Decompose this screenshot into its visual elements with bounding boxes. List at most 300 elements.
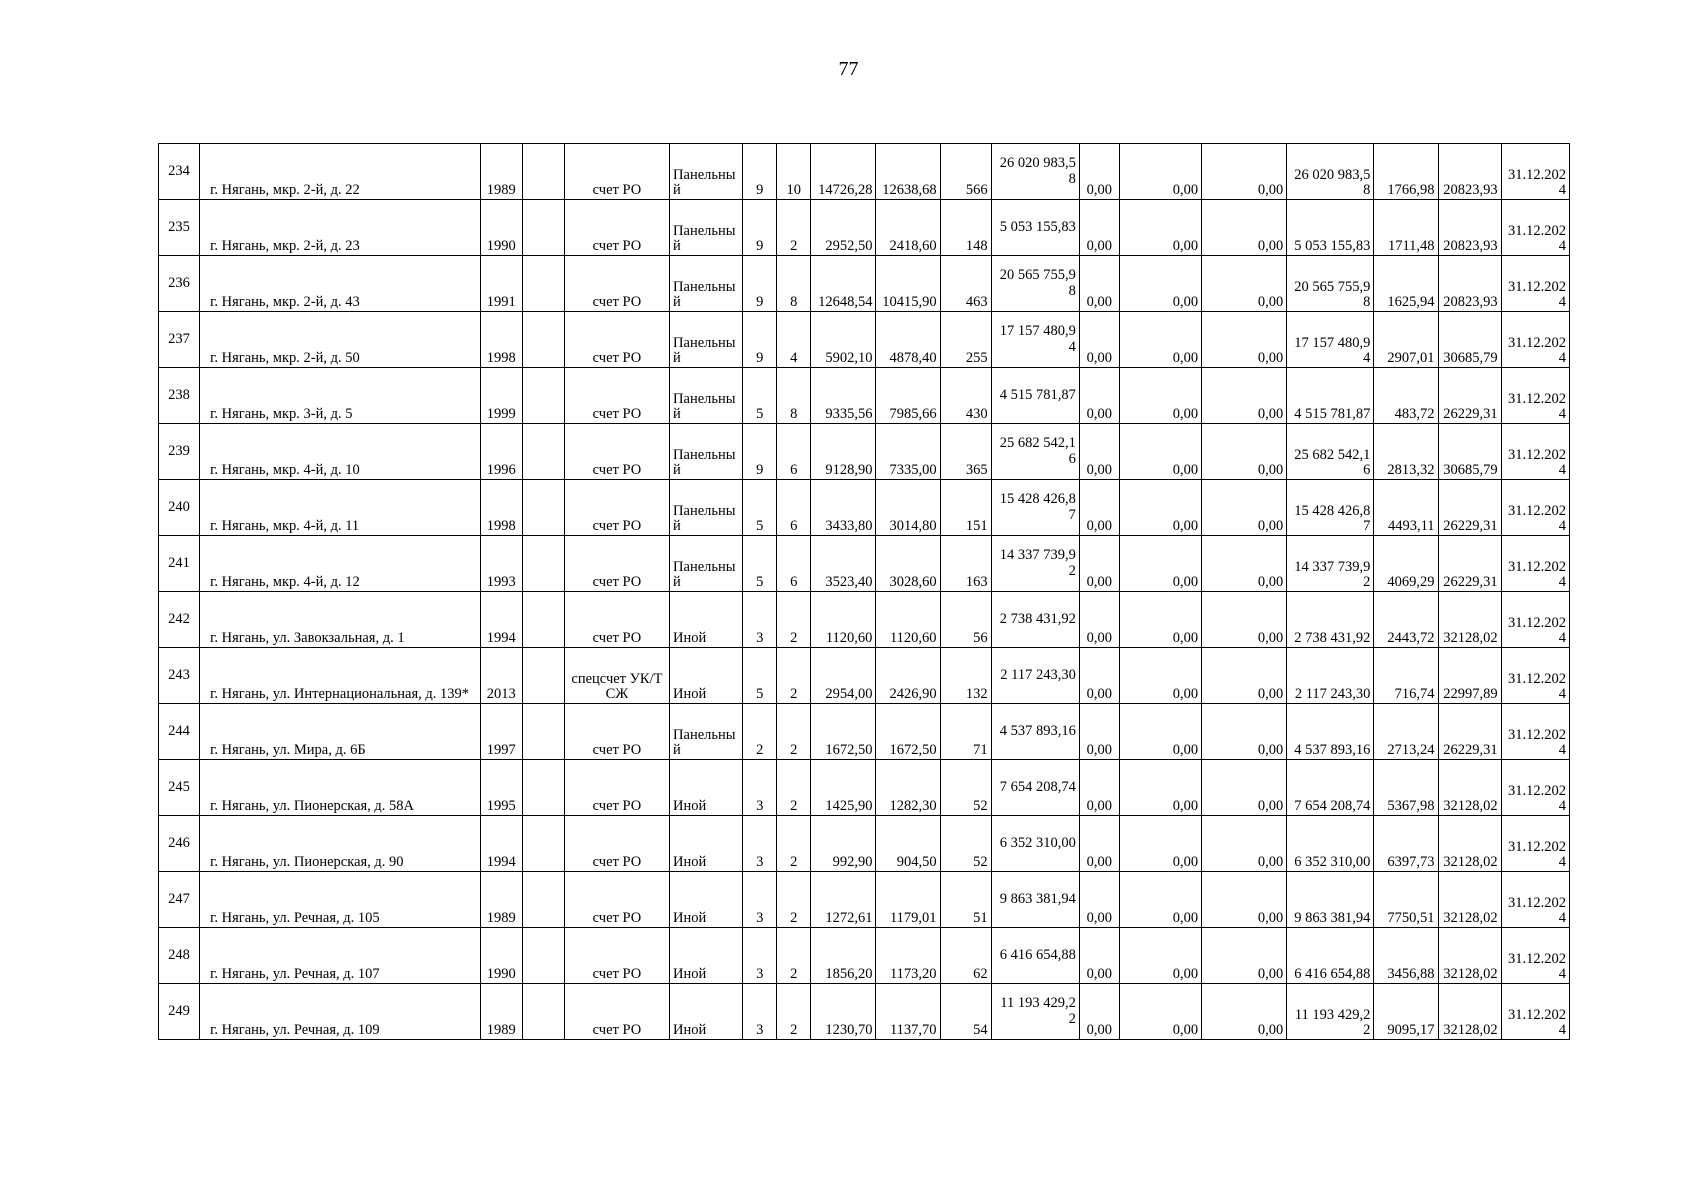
deadline-cell: 31.12.2024 <box>1501 928 1569 984</box>
wall-material-cell: Иной <box>670 592 743 648</box>
wall-material-cell: Иной <box>670 648 743 704</box>
fund-own-cell: 7 654 208,74 <box>1287 760 1374 816</box>
total-area-cell: 1272,61 <box>811 872 876 928</box>
cost-total-cell: 4 515 781,87 <box>991 368 1079 424</box>
year-built-cell: 1998 <box>480 480 522 536</box>
fund-own-cell: 26 020 983,58 <box>1287 144 1374 200</box>
address-cell: г. Нягань, мкр. 2-й, д. 50 <box>200 312 481 368</box>
cost-per-m2-cell: 716,74 <box>1374 648 1438 704</box>
row-number: 243 <box>159 648 200 704</box>
wall-material-cell: Иной <box>670 928 743 984</box>
floors-cell: 9 <box>743 312 777 368</box>
total-area-cell: 14726,28 <box>811 144 876 200</box>
row-number: 240 <box>159 480 200 536</box>
entrances-cell: 2 <box>777 200 811 256</box>
table-row <box>159 424 1570 480</box>
year-built-cell: 2013 <box>480 648 522 704</box>
fund-method-cell: счет РО <box>564 872 669 928</box>
year-built-cell: 1993 <box>480 536 522 592</box>
cost-total-cell: 7 654 208,74 <box>991 760 1079 816</box>
fund-method-cell: счет РО <box>564 480 669 536</box>
fund-b-cell: 0,00 <box>1119 480 1201 536</box>
floors-cell: 3 <box>743 984 777 1040</box>
entrances-cell: 2 <box>777 872 811 928</box>
wall-material-cell: Панельный <box>670 480 743 536</box>
limit-cost-cell: 32128,02 <box>1438 760 1501 816</box>
living-area-cell: 1282,30 <box>876 760 940 816</box>
fund-own-cell: 11 193 429,22 <box>1287 984 1374 1040</box>
floors-cell: 5 <box>743 368 777 424</box>
deadline-cell: 31.12.2024 <box>1501 256 1569 312</box>
cost-total-cell: 26 020 983,58 <box>991 144 1079 200</box>
fund-b-cell: 0,00 <box>1119 256 1201 312</box>
entrances-cell: 10 <box>777 144 811 200</box>
residents-cell: 566 <box>940 144 991 200</box>
fund-method-cell: счет РО <box>564 424 669 480</box>
total-area-cell: 1856,20 <box>811 928 876 984</box>
fund-method-cell: счет РО <box>564 760 669 816</box>
living-area-cell: 1137,70 <box>876 984 940 1040</box>
floors-cell: 2 <box>743 704 777 760</box>
fund-own-cell: 2 738 431,92 <box>1287 592 1374 648</box>
cost-per-m2-cell: 9095,17 <box>1374 984 1438 1040</box>
fund-c-cell: 0,00 <box>1202 200 1287 256</box>
table-row <box>159 312 1570 368</box>
fund-a-cell: 0,00 <box>1079 368 1119 424</box>
deadline-cell: 31.12.2024 <box>1501 424 1569 480</box>
residents-cell: 54 <box>940 984 991 1040</box>
wall-material-cell: Панельный <box>670 144 743 200</box>
fund-a-cell: 0,00 <box>1079 872 1119 928</box>
cost-per-m2-cell: 2443,72 <box>1374 592 1438 648</box>
fund-method-cell: счет РО <box>564 984 669 1040</box>
cost-total-cell: 4 537 893,16 <box>991 704 1079 760</box>
limit-cost-cell: 26229,31 <box>1438 368 1501 424</box>
limit-cost-cell: 20823,93 <box>1438 256 1501 312</box>
total-area-cell: 9128,90 <box>811 424 876 480</box>
deadline-cell: 31.12.2024 <box>1501 984 1569 1040</box>
table-row <box>159 760 1570 816</box>
floors-cell: 3 <box>743 816 777 872</box>
year-built-cell: 1998 <box>480 312 522 368</box>
deadline-cell: 31.12.2024 <box>1501 816 1569 872</box>
wall-material-cell: Панельный <box>670 704 743 760</box>
table-row <box>159 704 1570 760</box>
fund-b-cell: 0,00 <box>1119 648 1201 704</box>
entrances-cell: 2 <box>777 704 811 760</box>
deadline-cell: 31.12.2024 <box>1501 704 1569 760</box>
address-cell: г. Нягань, мкр. 4-й, д. 11 <box>200 480 481 536</box>
residents-cell: 132 <box>940 648 991 704</box>
year-built-cell: 1994 <box>480 592 522 648</box>
address-cell: г. Нягань, мкр. 3-й, д. 5 <box>200 368 481 424</box>
total-area-cell: 2954,00 <box>811 648 876 704</box>
fund-own-cell: 4 515 781,87 <box>1287 368 1374 424</box>
deadline-cell: 31.12.2024 <box>1501 536 1569 592</box>
entrances-cell: 8 <box>777 368 811 424</box>
fund-a-cell: 0,00 <box>1079 648 1119 704</box>
cost-per-m2-cell: 1766,98 <box>1374 144 1438 200</box>
address-cell: г. Нягань, мкр. 2-й, д. 43 <box>200 256 481 312</box>
empty-cell <box>522 592 564 648</box>
empty-cell <box>522 984 564 1040</box>
deadline-cell: 31.12.2024 <box>1501 368 1569 424</box>
living-area-cell: 10415,90 <box>876 256 940 312</box>
table-row <box>159 200 1570 256</box>
fund-method-cell: счет РО <box>564 816 669 872</box>
residents-cell: 52 <box>940 760 991 816</box>
year-built-cell: 1990 <box>480 200 522 256</box>
limit-cost-cell: 32128,02 <box>1438 928 1501 984</box>
entrances-cell: 2 <box>777 648 811 704</box>
floors-cell: 3 <box>743 928 777 984</box>
floors-cell: 3 <box>743 760 777 816</box>
empty-cell <box>522 704 564 760</box>
fund-own-cell: 2 117 243,30 <box>1287 648 1374 704</box>
empty-cell <box>522 368 564 424</box>
fund-own-cell: 14 337 739,92 <box>1287 536 1374 592</box>
wall-material-cell: Панельный <box>670 368 743 424</box>
living-area-cell: 12638,68 <box>876 144 940 200</box>
limit-cost-cell: 32128,02 <box>1438 984 1501 1040</box>
entrances-cell: 2 <box>777 592 811 648</box>
wall-material-cell: Панельный <box>670 256 743 312</box>
address-cell: г. Нягань, ул. Пионерская, д. 58А <box>200 760 481 816</box>
row-number: 244 <box>159 704 200 760</box>
table-row <box>159 256 1570 312</box>
year-built-cell: 1989 <box>480 984 522 1040</box>
cost-per-m2-cell: 2713,24 <box>1374 704 1438 760</box>
fund-a-cell: 0,00 <box>1079 312 1119 368</box>
cost-per-m2-cell: 7750,51 <box>1374 872 1438 928</box>
residents-cell: 56 <box>940 592 991 648</box>
row-number: 242 <box>159 592 200 648</box>
address-cell: г. Нягань, мкр. 2-й, д. 22 <box>200 144 481 200</box>
entrances-cell: 2 <box>777 928 811 984</box>
empty-cell <box>522 760 564 816</box>
total-area-cell: 3523,40 <box>811 536 876 592</box>
wall-material-cell: Панельный <box>670 424 743 480</box>
deadline-cell: 31.12.2024 <box>1501 144 1569 200</box>
row-number: 235 <box>159 200 200 256</box>
cost-per-m2-cell: 4493,11 <box>1374 480 1438 536</box>
fund-a-cell: 0,00 <box>1079 200 1119 256</box>
address-cell: г. Нягань, мкр. 2-й, д. 23 <box>200 200 481 256</box>
fund-b-cell: 0,00 <box>1119 536 1201 592</box>
total-area-cell: 1425,90 <box>811 760 876 816</box>
limit-cost-cell: 32128,02 <box>1438 592 1501 648</box>
residents-cell: 463 <box>940 256 991 312</box>
wall-material-cell: Иной <box>670 816 743 872</box>
limit-cost-cell: 32128,02 <box>1438 872 1501 928</box>
cost-per-m2-cell: 6397,73 <box>1374 816 1438 872</box>
residents-cell: 51 <box>940 872 991 928</box>
year-built-cell: 1997 <box>480 704 522 760</box>
living-area-cell: 1173,20 <box>876 928 940 984</box>
cost-total-cell: 9 863 381,94 <box>991 872 1079 928</box>
living-area-cell: 3028,60 <box>876 536 940 592</box>
floors-cell: 3 <box>743 592 777 648</box>
fund-a-cell: 0,00 <box>1079 816 1119 872</box>
wall-material-cell: Панельный <box>670 200 743 256</box>
fund-c-cell: 0,00 <box>1202 368 1287 424</box>
fund-a-cell: 0,00 <box>1079 928 1119 984</box>
wall-material-cell: Иной <box>670 872 743 928</box>
total-area-cell: 992,90 <box>811 816 876 872</box>
residents-cell: 71 <box>940 704 991 760</box>
housing-register-table <box>158 143 1570 1040</box>
fund-c-cell: 0,00 <box>1202 984 1287 1040</box>
deadline-cell: 31.12.2024 <box>1501 872 1569 928</box>
row-number: 245 <box>159 760 200 816</box>
fund-a-cell: 0,00 <box>1079 256 1119 312</box>
living-area-cell: 1120,60 <box>876 592 940 648</box>
total-area-cell: 5902,10 <box>811 312 876 368</box>
address-cell: г. Нягань, ул. Мира, д. 6Б <box>200 704 481 760</box>
year-built-cell: 1989 <box>480 872 522 928</box>
cost-per-m2-cell: 2813,32 <box>1374 424 1438 480</box>
limit-cost-cell: 30685,79 <box>1438 312 1501 368</box>
empty-cell <box>522 200 564 256</box>
floors-cell: 5 <box>743 480 777 536</box>
limit-cost-cell: 26229,31 <box>1438 704 1501 760</box>
total-area-cell: 9335,56 <box>811 368 876 424</box>
fund-own-cell: 15 428 426,87 <box>1287 480 1374 536</box>
table-row <box>159 536 1570 592</box>
fund-b-cell: 0,00 <box>1119 424 1201 480</box>
address-cell: г. Нягань, мкр. 4-й, д. 10 <box>200 424 481 480</box>
entrances-cell: 2 <box>777 984 811 1040</box>
fund-a-cell: 0,00 <box>1079 760 1119 816</box>
empty-cell <box>522 144 564 200</box>
living-area-cell: 2418,60 <box>876 200 940 256</box>
fund-b-cell: 0,00 <box>1119 816 1201 872</box>
limit-cost-cell: 20823,93 <box>1438 200 1501 256</box>
cost-total-cell: 11 193 429,22 <box>991 984 1079 1040</box>
wall-material-cell: Иной <box>670 760 743 816</box>
floors-cell: 9 <box>743 256 777 312</box>
living-area-cell: 1179,01 <box>876 872 940 928</box>
fund-b-cell: 0,00 <box>1119 760 1201 816</box>
table-row <box>159 928 1570 984</box>
year-built-cell: 1999 <box>480 368 522 424</box>
entrances-cell: 4 <box>777 312 811 368</box>
fund-own-cell: 6 416 654,88 <box>1287 928 1374 984</box>
fund-b-cell: 0,00 <box>1119 704 1201 760</box>
cost-total-cell: 6 352 310,00 <box>991 816 1079 872</box>
fund-a-cell: 0,00 <box>1079 592 1119 648</box>
floors-cell: 9 <box>743 144 777 200</box>
cost-total-cell: 5 053 155,83 <box>991 200 1079 256</box>
table-row <box>159 592 1570 648</box>
fund-own-cell: 9 863 381,94 <box>1287 872 1374 928</box>
deadline-cell: 31.12.2024 <box>1501 200 1569 256</box>
row-number: 248 <box>159 928 200 984</box>
empty-cell <box>522 424 564 480</box>
fund-b-cell: 0,00 <box>1119 592 1201 648</box>
fund-b-cell: 0,00 <box>1119 872 1201 928</box>
cost-per-m2-cell: 483,72 <box>1374 368 1438 424</box>
fund-c-cell: 0,00 <box>1202 536 1287 592</box>
fund-c-cell: 0,00 <box>1202 144 1287 200</box>
empty-cell <box>522 536 564 592</box>
fund-c-cell: 0,00 <box>1202 648 1287 704</box>
fund-method-cell: счет РО <box>564 536 669 592</box>
fund-own-cell: 5 053 155,83 <box>1287 200 1374 256</box>
residents-cell: 430 <box>940 368 991 424</box>
fund-b-cell: 0,00 <box>1119 200 1201 256</box>
fund-a-cell: 0,00 <box>1079 144 1119 200</box>
empty-cell <box>522 648 564 704</box>
total-area-cell: 12648,54 <box>811 256 876 312</box>
fund-method-cell: счет РО <box>564 312 669 368</box>
year-built-cell: 1989 <box>480 144 522 200</box>
row-number: 247 <box>159 872 200 928</box>
limit-cost-cell: 30685,79 <box>1438 424 1501 480</box>
entrances-cell: 2 <box>777 760 811 816</box>
fund-c-cell: 0,00 <box>1202 480 1287 536</box>
fund-own-cell: 4 537 893,16 <box>1287 704 1374 760</box>
fund-a-cell: 0,00 <box>1079 704 1119 760</box>
wall-material-cell: Панельный <box>670 536 743 592</box>
cost-total-cell: 20 565 755,98 <box>991 256 1079 312</box>
living-area-cell: 3014,80 <box>876 480 940 536</box>
table-row <box>159 648 1570 704</box>
fund-method-cell: счет РО <box>564 256 669 312</box>
row-number: 236 <box>159 256 200 312</box>
limit-cost-cell: 26229,31 <box>1438 536 1501 592</box>
fund-c-cell: 0,00 <box>1202 424 1287 480</box>
residents-cell: 163 <box>940 536 991 592</box>
cost-per-m2-cell: 4069,29 <box>1374 536 1438 592</box>
cost-per-m2-cell: 2907,01 <box>1374 312 1438 368</box>
cost-total-cell: 17 157 480,94 <box>991 312 1079 368</box>
entrances-cell: 6 <box>777 536 811 592</box>
fund-a-cell: 0,00 <box>1079 536 1119 592</box>
empty-cell <box>522 872 564 928</box>
cost-total-cell: 2 117 243,30 <box>991 648 1079 704</box>
row-number: 239 <box>159 424 200 480</box>
fund-c-cell: 0,00 <box>1202 760 1287 816</box>
residents-cell: 365 <box>940 424 991 480</box>
fund-c-cell: 0,00 <box>1202 816 1287 872</box>
table-row <box>159 872 1570 928</box>
fund-c-cell: 0,00 <box>1202 704 1287 760</box>
year-built-cell: 1990 <box>480 928 522 984</box>
fund-own-cell: 17 157 480,94 <box>1287 312 1374 368</box>
entrances-cell: 8 <box>777 256 811 312</box>
address-cell: г. Нягань, ул. Завокзальная, д. 1 <box>200 592 481 648</box>
total-area-cell: 3433,80 <box>811 480 876 536</box>
year-built-cell: 1994 <box>480 816 522 872</box>
total-area-cell: 1230,70 <box>811 984 876 1040</box>
table-row <box>159 480 1570 536</box>
deadline-cell: 31.12.2024 <box>1501 648 1569 704</box>
entrances-cell: 6 <box>777 424 811 480</box>
fund-a-cell: 0,00 <box>1079 480 1119 536</box>
page-number: 77 <box>838 58 859 80</box>
living-area-cell: 7335,00 <box>876 424 940 480</box>
address-cell: г. Нягань, ул. Речная, д. 109 <box>200 984 481 1040</box>
empty-cell <box>522 816 564 872</box>
fund-own-cell: 6 352 310,00 <box>1287 816 1374 872</box>
fund-b-cell: 0,00 <box>1119 928 1201 984</box>
fund-c-cell: 0,00 <box>1202 592 1287 648</box>
row-number: 241 <box>159 536 200 592</box>
residents-cell: 52 <box>940 816 991 872</box>
empty-cell <box>522 312 564 368</box>
cost-per-m2-cell: 5367,98 <box>1374 760 1438 816</box>
deadline-cell: 31.12.2024 <box>1501 480 1569 536</box>
cost-total-cell: 2 738 431,92 <box>991 592 1079 648</box>
fund-c-cell: 0,00 <box>1202 928 1287 984</box>
wall-material-cell: Иной <box>670 984 743 1040</box>
living-area-cell: 2426,90 <box>876 648 940 704</box>
table-row <box>159 984 1570 1040</box>
address-cell: г. Нягань, ул. Интернациональная, д. 139* <box>200 648 481 704</box>
cost-total-cell: 14 337 739,92 <box>991 536 1079 592</box>
fund-b-cell: 0,00 <box>1119 144 1201 200</box>
entrances-cell: 6 <box>777 480 811 536</box>
address-cell: г. Нягань, мкр. 4-й, д. 12 <box>200 536 481 592</box>
fund-b-cell: 0,00 <box>1119 984 1201 1040</box>
residents-cell: 148 <box>940 200 991 256</box>
row-number: 246 <box>159 816 200 872</box>
cost-per-m2-cell: 1625,94 <box>1374 256 1438 312</box>
fund-method-cell: счет РО <box>564 928 669 984</box>
row-number: 234 <box>159 144 200 200</box>
fund-method-cell: счет РО <box>564 704 669 760</box>
cost-total-cell: 15 428 426,87 <box>991 480 1079 536</box>
deadline-cell: 31.12.2024 <box>1501 312 1569 368</box>
address-cell: г. Нягань, ул. Речная, д. 107 <box>200 928 481 984</box>
row-number: 249 <box>159 984 200 1040</box>
year-built-cell: 1995 <box>480 760 522 816</box>
address-cell: г. Нягань, ул. Пионерская, д. 90 <box>200 816 481 872</box>
wall-material-cell: Панельный <box>670 312 743 368</box>
fund-c-cell: 0,00 <box>1202 872 1287 928</box>
fund-method-cell: счет РО <box>564 592 669 648</box>
fund-method-cell: спецсчет УК/ТСЖ <box>564 648 669 704</box>
row-number: 237 <box>159 312 200 368</box>
floors-cell: 9 <box>743 424 777 480</box>
empty-cell <box>522 256 564 312</box>
cost-total-cell: 25 682 542,16 <box>991 424 1079 480</box>
living-area-cell: 4878,40 <box>876 312 940 368</box>
table-row <box>159 144 1570 200</box>
floors-cell: 5 <box>743 648 777 704</box>
table-row <box>159 816 1570 872</box>
deadline-cell: 31.12.2024 <box>1501 592 1569 648</box>
fund-own-cell: 20 565 755,98 <box>1287 256 1374 312</box>
table-body <box>159 144 1570 1040</box>
total-area-cell: 2952,50 <box>811 200 876 256</box>
year-built-cell: 1996 <box>480 424 522 480</box>
residents-cell: 62 <box>940 928 991 984</box>
deadline-cell: 31.12.2024 <box>1501 760 1569 816</box>
address-cell: г. Нягань, ул. Речная, д. 105 <box>200 872 481 928</box>
fund-method-cell: счет РО <box>564 144 669 200</box>
floors-cell: 3 <box>743 872 777 928</box>
table-row <box>159 368 1570 424</box>
fund-a-cell: 0,00 <box>1079 424 1119 480</box>
living-area-cell: 904,50 <box>876 816 940 872</box>
residents-cell: 255 <box>940 312 991 368</box>
fund-c-cell: 0,00 <box>1202 312 1287 368</box>
row-number: 238 <box>159 368 200 424</box>
fund-a-cell: 0,00 <box>1079 984 1119 1040</box>
fund-c-cell: 0,00 <box>1202 256 1287 312</box>
